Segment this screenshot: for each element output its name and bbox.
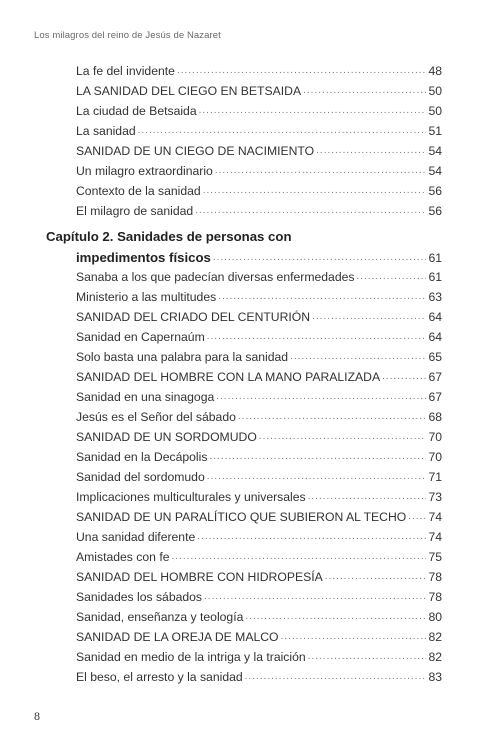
toc-entry[interactable] <box>76 286 442 304</box>
toc-entry[interactable] <box>76 426 442 444</box>
chapter-subtitle: impedimentos físicos <box>76 250 211 265</box>
toc-entry[interactable] <box>76 266 442 284</box>
dot-leader <box>259 430 427 444</box>
dot-leader <box>316 144 426 158</box>
toc-entry-page: 54 <box>428 144 442 158</box>
toc-entry-page: 48 <box>428 64 442 78</box>
toc-entry-title: Sanidad en medio de la intriga y la traición <box>76 650 306 664</box>
toc-entry[interactable] <box>76 306 442 324</box>
toc-entry[interactable] <box>76 526 442 544</box>
toc-entry-title: LA SANIDAD DEL CIEGO EN BETSAIDA <box>76 84 302 98</box>
toc-entry-page: 56 <box>428 184 442 198</box>
toc-entry[interactable] <box>76 326 442 344</box>
dot-leader <box>171 550 426 564</box>
dot-leader <box>207 470 427 484</box>
toc-entry[interactable] <box>76 160 442 178</box>
chapter-title-continued[interactable] <box>76 247 442 265</box>
dot-leader <box>356 270 426 284</box>
toc-entry-title: Ministerio a las multitudes <box>76 290 217 304</box>
toc-entry[interactable] <box>76 346 442 364</box>
toc-entry[interactable] <box>76 646 442 664</box>
toc-entry-page: 82 <box>428 650 442 664</box>
toc-entry-title: Sanidad, enseñanza y teología <box>76 610 244 624</box>
dot-leader <box>308 490 427 504</box>
toc-entry-title: El milagro de sanidad <box>76 204 194 218</box>
dot-leader <box>199 104 427 118</box>
dot-leader <box>382 370 426 384</box>
toc-entry-page: 67 <box>428 390 442 404</box>
dot-leader <box>138 124 427 138</box>
toc-entry-title: Sanidad del sordomudo <box>76 470 205 484</box>
toc-entry-page: 61 <box>428 270 442 284</box>
toc-entry-title: Sanidades los sábados <box>76 590 203 604</box>
dot-leader <box>290 350 426 364</box>
dot-leader <box>197 530 426 544</box>
toc-entry-page: 74 <box>428 510 442 524</box>
toc-entry-title: Sanidad en una sinagoga <box>76 390 215 404</box>
dot-leader <box>325 570 427 584</box>
toc-entry-title: Solo basta una palabra para la sanidad <box>76 350 289 364</box>
toc-entry-page: 65 <box>428 350 442 364</box>
toc-entry[interactable] <box>76 506 442 524</box>
toc-entry-page: 75 <box>428 550 442 564</box>
toc-entry[interactable] <box>76 666 442 684</box>
toc-entry[interactable] <box>76 366 442 384</box>
chapter-page: 61 <box>428 251 442 265</box>
toc-entry-title: Implicaciones multiculturales y universales <box>76 490 306 504</box>
toc-entry-title: Sanidad en la Decápolis <box>76 450 208 464</box>
dot-leader <box>216 390 426 404</box>
toc-entry[interactable] <box>76 80 442 98</box>
dot-leader <box>213 251 427 265</box>
toc-entry-page: 50 <box>428 104 442 118</box>
toc-entry-title: SANIDAD DE LA OREJA DE MALCO <box>76 630 279 644</box>
toc-entry[interactable] <box>76 586 442 604</box>
dot-leader <box>281 630 427 644</box>
toc-entry[interactable] <box>76 406 442 424</box>
toc-entry-page: 68 <box>428 410 442 424</box>
toc-entry[interactable] <box>76 606 442 624</box>
toc-entry[interactable] <box>76 200 442 218</box>
dot-leader <box>204 590 426 604</box>
dot-leader <box>308 650 427 664</box>
dot-leader <box>218 290 426 304</box>
toc-entry-page: 64 <box>428 330 442 344</box>
toc-entry-title: Sanidad en Capernaúm <box>76 330 205 344</box>
dot-leader <box>303 84 426 98</box>
toc-entry-page: 54 <box>428 164 442 178</box>
toc-entry-page: 56 <box>428 204 442 218</box>
dot-leader <box>215 164 427 178</box>
toc-entry-page: 50 <box>428 84 442 98</box>
toc-entry-page: 74 <box>428 530 442 544</box>
toc-entry-page: 78 <box>428 590 442 604</box>
toc-entry-title: Amistades con fe <box>76 550 170 564</box>
toc-entry-page: 73 <box>428 490 442 504</box>
toc-entry[interactable] <box>76 546 442 564</box>
toc-entry[interactable] <box>76 120 442 138</box>
toc-entry-page: 83 <box>428 670 442 684</box>
toc-entry[interactable] <box>76 566 442 584</box>
dot-leader <box>209 450 426 464</box>
page-number: 8 <box>34 709 40 723</box>
toc-entry-title: SANIDAD DEL CRIADO DEL CENTURIÓN <box>76 310 311 324</box>
toc-entry-page: 78 <box>428 570 442 584</box>
toc-entry-title: Sanaba a los que padecían diversas enfermedades <box>76 270 355 284</box>
toc-entry[interactable] <box>76 386 442 404</box>
toc-entry-page: 80 <box>428 610 442 624</box>
toc-entry[interactable] <box>76 60 442 78</box>
toc-entry-title: La sanidad <box>76 124 136 138</box>
dot-leader <box>195 204 426 218</box>
dot-leader <box>245 610 426 624</box>
toc-entry[interactable] <box>76 486 442 504</box>
toc-entry-title: Jesús es el Señor del sábado <box>76 410 236 424</box>
toc-entry-title: Contexto de la sanidad <box>76 184 201 198</box>
toc-entry-page: 63 <box>428 290 442 304</box>
running-head: Los milagros del reino de Jesús de Nazaret <box>34 30 221 41</box>
toc-entry-title: SANIDAD DE UN SORDOMUDO <box>76 430 257 444</box>
dot-leader <box>408 510 426 524</box>
dot-leader <box>312 310 426 324</box>
toc-entry[interactable] <box>76 140 442 158</box>
toc-entry-page: 64 <box>428 310 442 324</box>
toc-entry[interactable] <box>76 446 442 464</box>
toc-entry[interactable] <box>76 100 442 118</box>
toc-entry-title: La fe del invidente <box>76 64 175 78</box>
toc-entry-title: SANIDAD DE UN CIEGO DE NACIMIENTO <box>76 144 315 158</box>
dot-leader <box>177 64 427 78</box>
dot-leader <box>207 330 427 344</box>
toc-entry-title: La ciudad de Betsaida <box>76 104 197 118</box>
toc-entry-page: 70 <box>428 450 442 464</box>
dot-leader <box>238 410 427 424</box>
dot-leader <box>203 184 427 198</box>
toc-entry-page: 71 <box>428 470 442 484</box>
toc-entry-page: 82 <box>428 630 442 644</box>
toc-entry-title: SANIDAD DEL HOMBRE CON LA MANO PARALIZADA <box>76 370 381 384</box>
dot-leader <box>245 670 427 684</box>
toc-entry-title: El beso, el arresto y la sanidad <box>76 670 243 684</box>
toc-entry[interactable] <box>76 626 442 644</box>
toc-entry-page: 51 <box>428 124 442 138</box>
toc-entry-title: Una sanidad diferente <box>76 530 196 544</box>
toc-entry-title: Un milagro extraordinario <box>76 164 213 178</box>
toc-entry-title: SANIDAD DEL HOMBRE CON HIDROPESÍA <box>76 570 323 584</box>
toc-entry[interactable] <box>76 180 442 198</box>
toc-entry-page: 70 <box>428 430 442 444</box>
toc-entry[interactable] <box>76 466 442 484</box>
toc-entry-title: SANIDAD DE UN PARALÍTICO QUE SUBIERON AL TECHO <box>76 510 407 524</box>
chapter-title: Capítulo 2. Sanidades de personas con <box>46 229 292 244</box>
toc-entry-page: 67 <box>428 370 442 384</box>
